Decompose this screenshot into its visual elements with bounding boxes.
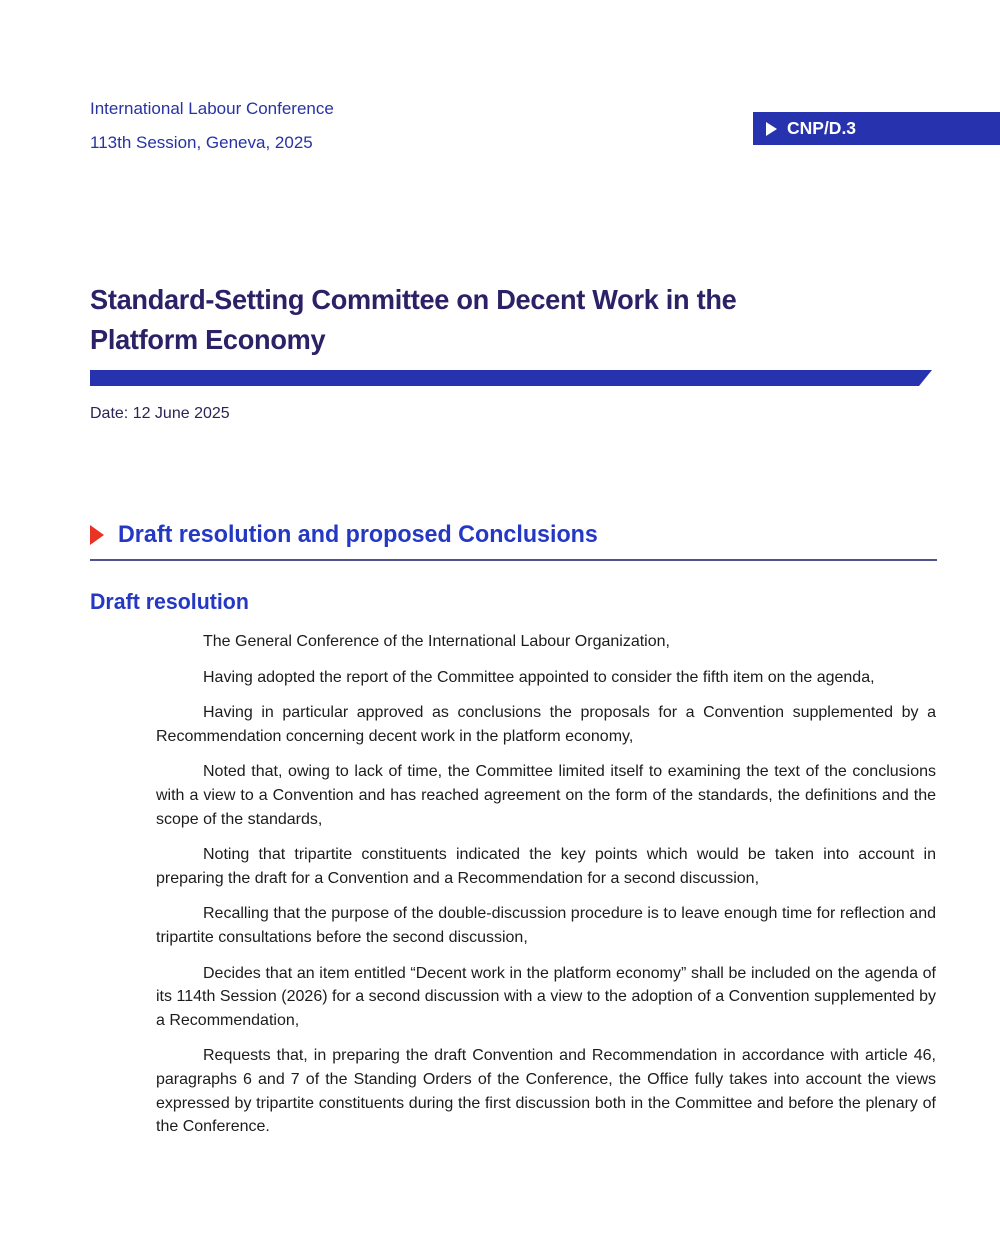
body-paragraph: Noting that tripartite constituents indicated the key points which would be taken into account in preparing the draft for a Convention and a Recommendation for a second discussion, (156, 846, 936, 887)
doc-code: CNP/D.3 (787, 118, 857, 138)
body-paragraph: Having adopted the report of the Committee appointed to consider the fifth item on the agenda, (203, 668, 875, 686)
conference-name: International Labour Conference (90, 99, 334, 118)
document-title-line-2: Platform Economy (90, 324, 326, 355)
date-line: Date: 12 June 2025 (90, 405, 230, 422)
body-paragraph: The General Conference of the International Labour Organization, (203, 633, 670, 650)
doc-code-banner (753, 112, 1000, 145)
section-heading-text: Draft resolution and proposed Conclusions (118, 521, 598, 548)
section-heading (90, 520, 937, 561)
red-arrow-icon (90, 525, 104, 545)
document-title-line-1: Standard-Setting Committee on Decent Work in the (90, 284, 737, 315)
conference-header (90, 100, 334, 152)
document-title (90, 280, 944, 360)
body-paragraph: Requests that, in preparing the draft Convention and Recommendation in accordance with article 46, paragraphs 6 and 7 of the Standing Orders of the Conference, the Office fully takes into account the views expressed by tripartite constituents during the first discussion both in the Committee and before the plenary of the Conference. (156, 1047, 936, 1136)
subheading-draft-resolution: Draft resolution (90, 589, 249, 614)
body-paragraph: Noted that, owing to lack of time, the Committee limited itself to examining the text of the conclusions with a view to a Convention and has reached agreement on the form of the standards, the definitions and the scope of the standards, (156, 763, 936, 828)
body-paragraph: Having in particular approved as conclusions the proposals for a Convention supplemented by a Recommendation concerning decent work in the platform economy, (156, 704, 936, 745)
session-info: 113th Session, Geneva, 2025 (90, 133, 313, 152)
body-paragraph: Decides that an item entitled “Decent work in the platform economy” shall be included on the agenda of its 114th Session (2026) for a second discussion with a view to the adoption of a Convention supplemented by a Recommendation, (156, 964, 936, 1029)
doc-code-arrow-icon (766, 122, 777, 136)
body-paragraph: Recalling that the purpose of the double-discussion procedure is to leave enough time for reflection and tripartite consultations before the second discussion, (156, 905, 936, 946)
resolution-body (156, 630, 936, 1151)
title-divider-bar (90, 370, 932, 386)
